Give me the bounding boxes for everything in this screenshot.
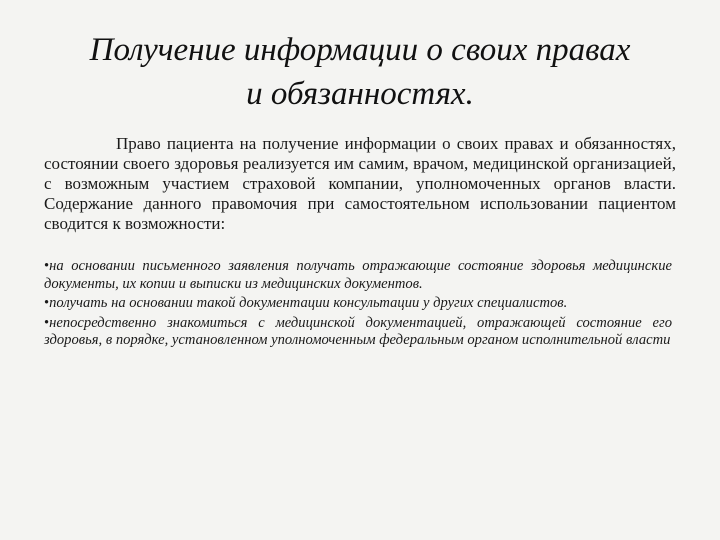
bullet-icon: •	[44, 258, 50, 274]
bullet-icon: •	[44, 295, 50, 311]
rights-list	[44, 258, 672, 352]
list-item-text: непосредственно знакомиться с медицинской документацией, отражающей состояние его здоровья, в порядке, установленном уполномоченным федеральным органом исполнительной власти	[44, 314, 672, 348]
bullet-icon: •	[44, 314, 50, 331]
intro-paragraph: Право пациента на получение информации о своих правах и обязанностях, состоянии своего здоровья реализуется им самим, врачом, медицинской организацией, с возможным участием страховой компании, уполномоченных органов власти. Содержание данного правомочия при самостоятельном использовании пациентом сводится к возможности:	[44, 134, 676, 233]
slide-title	[40, 28, 680, 116]
list-item	[44, 315, 672, 350]
list-item	[44, 258, 672, 293]
title-line-2: и обязанностях.	[246, 76, 474, 112]
list-item	[44, 295, 672, 313]
list-item-text: получать на основании такой документации консультации у других специалистов.	[49, 295, 568, 311]
list-item-text: на основании письменного заявления получать отражающие состояние здоровья медицинские документы, их копии и выписки из медицинских документов.	[44, 258, 672, 292]
title-line-1: Получение информации о своих правах	[89, 32, 631, 68]
